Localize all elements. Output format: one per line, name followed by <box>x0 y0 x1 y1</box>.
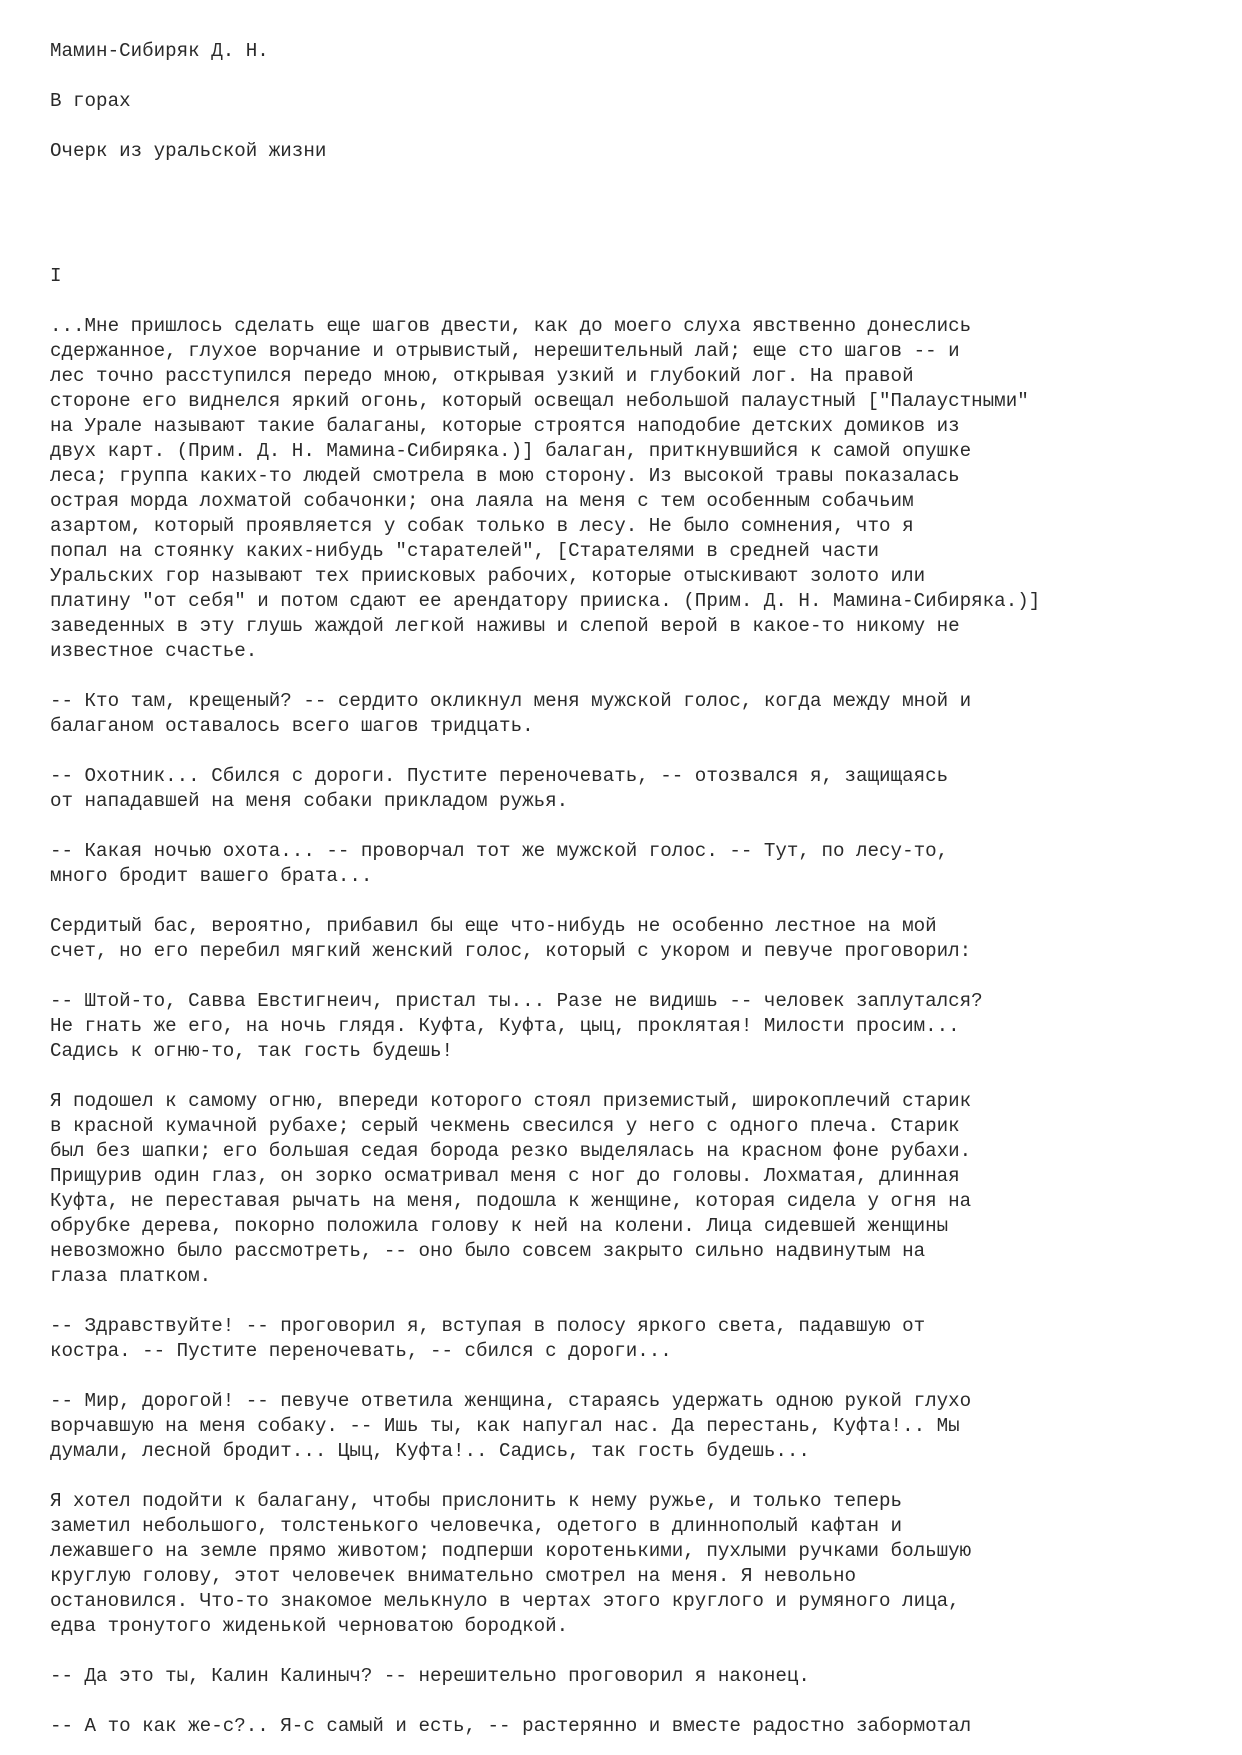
author-line: Мамин-Сибиряк Д. Н. <box>50 40 269 62</box>
document-page <box>50 39 1200 1739</box>
paragraph <box>50 764 1200 814</box>
paragraph <box>50 1714 1200 1739</box>
paragraph <box>50 989 1200 1064</box>
body-text <box>50 314 1200 1739</box>
paragraph <box>50 1089 1200 1289</box>
text-line: -- Мир, дорогой! -- певуче ответила женщина, стараясь удержать одною рукой глухо <box>50 1390 972 1412</box>
paragraph <box>50 314 1200 664</box>
paragraph <box>50 914 1200 964</box>
text-line: ворчавшую на меня собаку. -- Ишь ты, как напугал нас. Да перестань, Куфта!.. Мы <box>50 1415 960 1437</box>
text-line: попал на стоянку каких-нибудь "старателей", [Старателями в средней части <box>50 540 880 562</box>
text-line: -- Какая ночью охота... -- проворчал тот же мужской голос. -- Тут, по лесу-то, <box>50 840 949 862</box>
text-line: от нападавшей на меня собаки прикладом ружья. <box>50 790 569 812</box>
text-line: Я подошел к самому огню, впереди которого стоял приземистый, широкоплечий старик <box>50 1090 972 1112</box>
text-line: лежавшего на земле прямо животом; подперши коротенькими, пухлыми ручками большую <box>50 1540 972 1562</box>
text-line: -- Охотник... Сбился с дороги. Пустите переночевать, -- отозвался я, защищаясь <box>50 765 949 787</box>
subtitle-line: Очерк из уральской жизни <box>50 140 327 162</box>
text-line: Сердитый бас, вероятно, прибавил бы еще что-нибудь не особенно лестное на мой <box>50 915 937 937</box>
text-line: много бродит вашего брата... <box>50 865 373 887</box>
text-line: -- А то как же-с?.. Я-с самый и есть, -- растерянно и вместе радостно забормотал <box>50 1715 972 1737</box>
paragraph <box>50 1489 1200 1639</box>
text-line: Прищурив один глаз, он зорко осматривал меня с ног до головы. Лохматая, длинная <box>50 1165 960 1187</box>
paragraph <box>50 1664 1200 1689</box>
text-line: Я хотел подойти к балагану, чтобы прислонить к нему ружье, и только теперь <box>50 1490 903 1512</box>
text-line: Уральских гор называют тех приисковых рабочих, которые отыскивают золото или <box>50 565 926 587</box>
text-line: стороне его виднелся яркий огонь, который освещал небольшой палаустный ["Палаустными" <box>50 390 1029 412</box>
text-line: в красной кумачной рубахе; серый чекмень свесился у него с одного плеча. Старик <box>50 1115 960 1137</box>
text-line: невозможно было рассмотреть, -- оно было совсем закрыто сильно надвинутым на <box>50 1240 926 1262</box>
text-line: -- Штой-то, Савва Евстигнеич, пристал ты... Разе не видишь -- человек заплутался? <box>50 990 983 1012</box>
text-line: круглую голову, этот человечек внимательно смотрел на меня. Я невольно <box>50 1565 857 1587</box>
text-line: обрубке дерева, покорно положила голову к ней на колени. Лица сидевшей женщины <box>50 1215 949 1237</box>
text-line: острая морда лохматой собачонки; она лаяла на меня с тем особенным собачьим <box>50 490 914 512</box>
text-line: едва тронутого жиденькой черноватою бородкой. <box>50 1615 569 1637</box>
text-line: костра. -- Пустите переночевать, -- сбился с дороги... <box>50 1340 672 1362</box>
text-line: лес точно расступился передо мною, открывая узкий и глубокий лог. На правой <box>50 365 914 387</box>
text-line: азартом, который проявляется у собак только в лесу. Не было сомнения, что я <box>50 515 914 537</box>
chapter-number: I <box>50 265 62 287</box>
text-line: на Урале называют такие балаганы, которые строятся наподобие детских домиков из <box>50 415 960 437</box>
paragraph <box>50 1389 1200 1464</box>
paragraph <box>50 689 1200 739</box>
text-line: был без шапки; его большая седая борода резко выделялась на красном фоне рубахи. <box>50 1140 972 1162</box>
text-line: двух карт. (Прим. Д. Н. Мамина-Сибиряка.)] балаган, приткнувшийся к самой опушке <box>50 440 972 462</box>
paragraph <box>50 839 1200 889</box>
text-line: ...Мне пришлось сделать еще шагов двести, как до моего слуха явственно донеслись <box>50 315 972 337</box>
title-line: В горах <box>50 90 131 112</box>
text-line: -- Здравствуйте! -- проговорил я, вступая в полосу яркого света, падавшую от <box>50 1315 926 1337</box>
text-line: Куфта, не переставая рычать на меня, подошла к женщине, которая сидела у огня на <box>50 1190 972 1212</box>
text-line: леса; группа каких-то людей смотрела в мою сторону. Из высокой травы показалась <box>50 465 960 487</box>
text-line: -- Кто там, крещеный? -- сердито окликнул меня мужской голос, когда между мной и <box>50 690 972 712</box>
text-line: платину "от себя" и потом сдают ее арендатору прииска. (Прим. Д. Н. Мамина-Сибиряка.)] <box>50 590 1041 612</box>
text-line: остановился. Что-то знакомое мелькнуло в чертах этого круглого и румяного лица, <box>50 1590 960 1612</box>
text-line: глаза платком. <box>50 1265 212 1287</box>
text-line: известное счастье. <box>50 640 258 662</box>
text-line: заведенных в эту глушь жаждой легкой наживы и слепой верой в какое-то никому не <box>50 615 960 637</box>
text-line: Не гнать же его, на ночь глядя. Куфта, Куфта, цыц, проклятая! Милости просим... <box>50 1015 960 1037</box>
text-line: счет, но его перебил мягкий женский голос, который с укором и певуче проговорил: <box>50 940 972 962</box>
paragraph <box>50 1314 1200 1364</box>
text-line: -- Да это ты, Калин Калиныч? -- нерешительно проговорил я наконец. <box>50 1665 810 1687</box>
text-line: думали, лесной бродит... Цыц, Куфта!.. Садись, так гость будешь... <box>50 1440 810 1462</box>
text-line: Садись к огню-то, так гость будешь! <box>50 1040 454 1062</box>
text-line: заметил небольшого, толстенького человечка, одетого в длиннополый кафтан и <box>50 1515 903 1537</box>
text-line: сдержанное, глухое ворчание и отрывистый, нерешительный лай; еще сто шагов -- и <box>50 340 960 362</box>
text-line: балаганом оставалось всего шагов тридцать. <box>50 715 534 737</box>
